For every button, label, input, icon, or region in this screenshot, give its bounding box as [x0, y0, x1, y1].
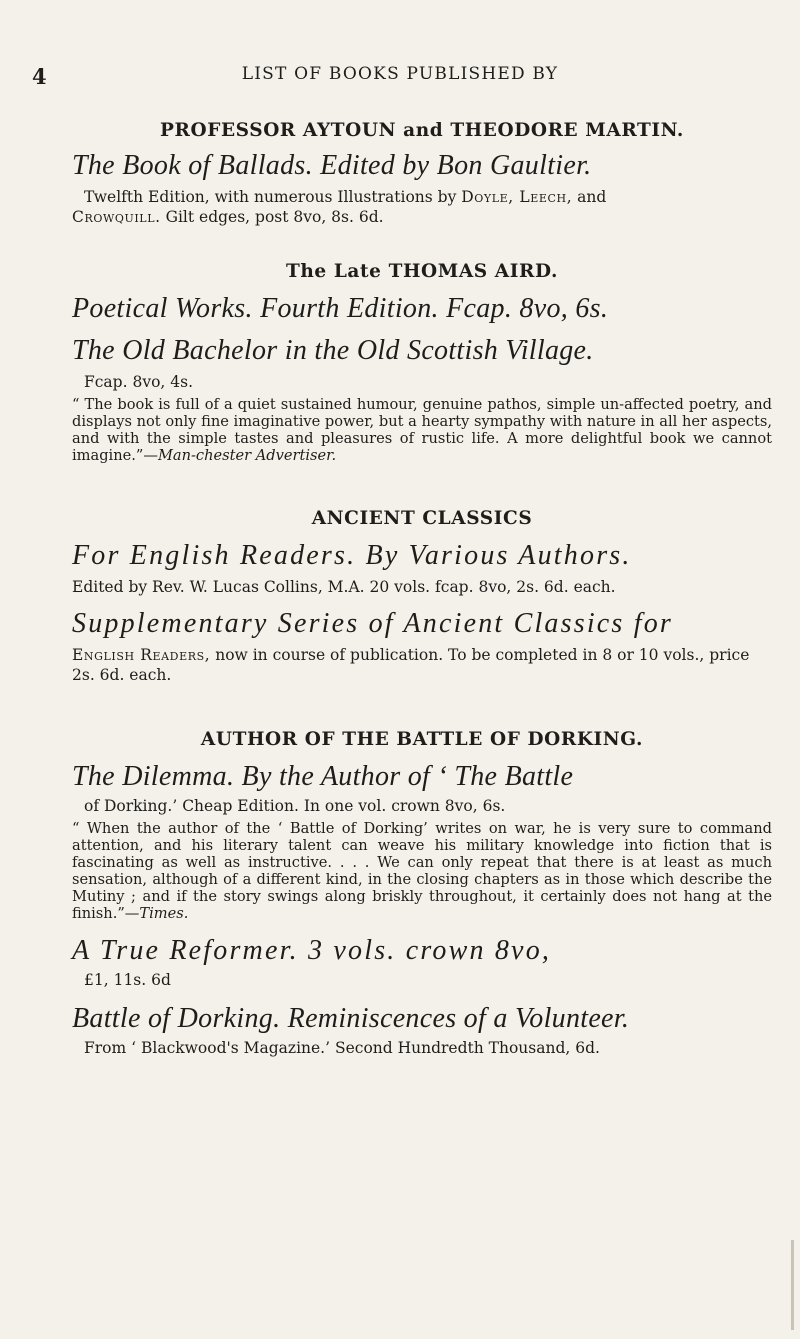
- section-ancient-classics: [72, 508, 772, 685]
- section-heading: AUTHOR OF THE BATTLE OF DORKING.: [200, 729, 644, 750]
- quote-source: Times.: [139, 905, 189, 922]
- running-header: [0, 64, 800, 88]
- catalogue-content: [72, 120, 772, 1058]
- book-title: The Old Bachelor in the Old Scottish Village.: [72, 335, 594, 366]
- book-title: Poetical Works. Fourth Edition. Fcap. 8vo, 6s.: [72, 293, 609, 324]
- section-heading: PROFESSOR AYTOUN and THEODORE MARTIN.: [160, 120, 684, 141]
- book-title: The Dilemma. By the Author of ‘ The Battle: [72, 761, 574, 792]
- book-description: Twelfth Edition, with numerous Illustrations by Doyle, Leech, and: [84, 188, 607, 206]
- section-heading: ANCIENT CLASSICS: [311, 508, 533, 529]
- book-title: For English Readers. By Various Authors.: [72, 540, 632, 571]
- book-description-cont: Crowquill. Gilt edges, post 8vo, 8s. 6d.: [72, 208, 384, 226]
- book-description: of Dorking.’ Cheap Edition. In one vol. crown 8vo, 6s.: [84, 797, 506, 815]
- book-description: English Readers, now in course of publication. To be completed in 8 or 10 vols., price 2s. 6d. each.: [72, 646, 750, 684]
- page-edge-mark: [791, 1240, 794, 1330]
- review-quote: “ The book is full of a quiet sustained humour, genuine pathos, simple un-affected poetry, and displays not only fine imaginative power, but a hearty sympathy with nature in all her aspects, and with the simple tastes and pleasures of rustic life. A more delightful book we cannot imagine.”—Man-chester Advertiser.: [72, 396, 772, 464]
- running-title: LIST OF BOOKS PUBLISHED BY: [241, 64, 559, 84]
- book-description: From ‘ Blackwood's Magazine.’ Second Hundredth Thousand, 6d.: [84, 1039, 600, 1057]
- section-aird: [72, 261, 772, 464]
- book-title: A True Reformer. 3 vols. crown 8vo,: [72, 935, 552, 966]
- book-description: Edited by Rev. W. Lucas Collins, M.A. 20 vols. fcap. 8vo, 2s. 6d. each.: [72, 578, 616, 596]
- review-quote: “ When the author of the ‘ Battle of Dorking’ writes on war, he is very sure to command attention, and his literary talent can weave his military knowledge into fiction that is fascinating as well as instructive. . . . We can only repeat that there is at least as much sensation, although of a different kind, in the closing chapters as in those which describe the Mutiny ; and if the story swings along briskly throughout, it certainly does not hang at the finish.”—Times.: [72, 820, 772, 922]
- book-title: Supplementary Series of Ancient Classics for: [72, 608, 674, 639]
- book-title: Battle of Dorking. Reminiscences of a Volunteer.: [72, 1003, 630, 1034]
- page-number: 4: [32, 64, 47, 89]
- section-heading: The Late THOMAS AIRD.: [286, 261, 558, 282]
- book-description: Fcap. 8vo, 4s.: [84, 373, 193, 391]
- book-title: The Book of Ballads. Edited by Bon Gaultier.: [72, 150, 592, 181]
- section-aytoun: [72, 120, 772, 227]
- quote-source: Man-chester Advertiser.: [157, 447, 337, 464]
- book-description: £1, 11s. 6d: [84, 971, 171, 989]
- section-dorking: [72, 729, 772, 1058]
